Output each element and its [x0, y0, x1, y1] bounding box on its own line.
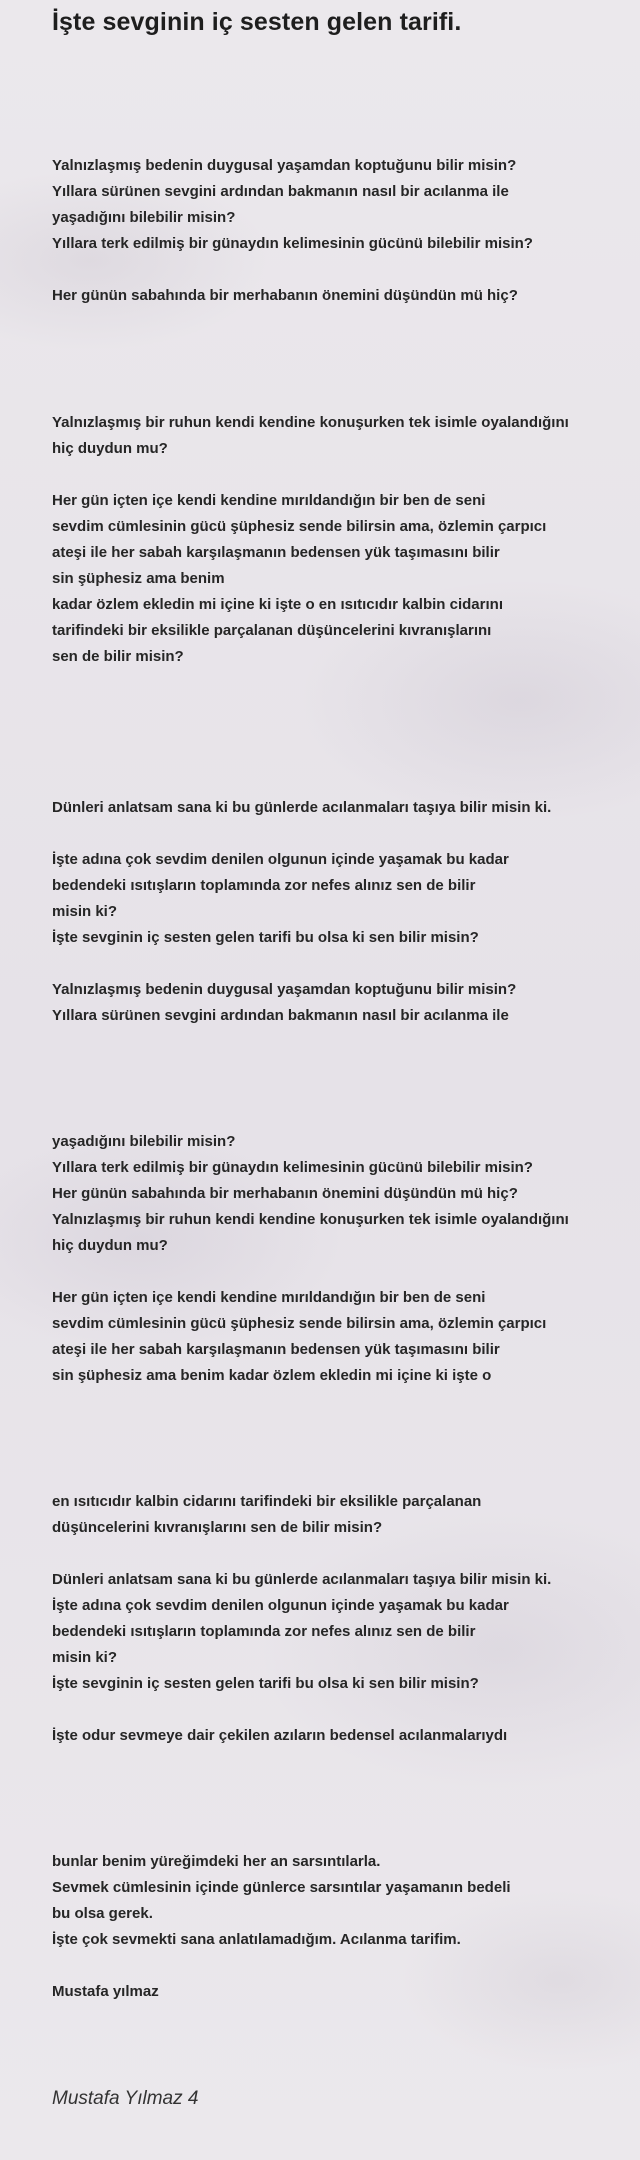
- poem-line: Yalnızlaşmış bedenin duygusal yaşamdan koptuğunu bilir misin?: [52, 981, 517, 998]
- poem-line: Yıllara terk edilmiş bir günaydın kelimesinin gücünü bilebilir misin?: [52, 235, 533, 252]
- poem-line: Yalnızlaşmış bir ruhun kendi kendine konuşurken tek isimle oyalandığını: [52, 1211, 569, 1228]
- poem-line: hiç duydun mu?: [52, 1237, 168, 1254]
- poem-line: Her günün sabahında bir merhabanın önemini düşündün mü hiç?: [52, 1185, 518, 1202]
- poem-line: İşte sevginin iç sesten gelen tarifi bu olsa ki sen bilir misin?: [52, 929, 479, 946]
- page-title: İşte sevginin iç sesten gelen tarifi.: [52, 8, 462, 36]
- poem-line: Sevmek cümlesinin içinde günlerce sarsıntılar yaşamanın bedeli: [52, 1879, 511, 1896]
- author-name: Mustafa yılmaz: [52, 1983, 159, 2000]
- poem-line: bunlar benim yüreğimdeki her an sarsıntılarla.: [52, 1853, 381, 1870]
- poem-line: bu olsa gerek.: [52, 1905, 153, 1922]
- poem-line: sevdim cümlesinin gücü şüphesiz sende bilirsin ama, özlemin çarpıcı: [52, 518, 547, 535]
- poem-line: Yıllara sürünen sevgini ardından bakmanın nasıl bir acılanma ile: [52, 1007, 509, 1024]
- poem-line: Dünleri anlatsam sana ki bu günlerde acılanmaları taşıya bilir misin ki.: [52, 1571, 552, 1588]
- poem-line: ateşi ile her sabah karşılaşmanın bedensen yük taşımasını bilir: [52, 544, 500, 561]
- poem-line: ateşi ile her sabah karşılaşmanın bedensen yük taşımasını bilir: [52, 1341, 500, 1358]
- poem-line: Yalnızlaşmış bir ruhun kendi kendine konuşurken tek isimle oyalandığını: [52, 414, 569, 431]
- poem-line: Dünleri anlatsam sana ki bu günlerde acılanmaları taşıya bilir misin ki.: [52, 799, 552, 816]
- poem-line: Yıllara terk edilmiş bir günaydın kelimesinin gücünü bilebilir misin?: [52, 1159, 533, 1176]
- poem-line: Yalnızlaşmış bedenin duygusal yaşamdan koptuğunu bilir misin?: [52, 157, 517, 174]
- poem-line: tarifindeki bir eksilikle parçalanan düşüncelerini kıvranışlarını: [52, 622, 492, 639]
- poem-line: yaşadığını bilebilir misin?: [52, 1133, 236, 1150]
- poem-line: Yıllara sürünen sevgini ardından bakmanın nasıl bir acılanma ile: [52, 183, 509, 200]
- poem-line: İşte çok sevmekti sana anlatılamadığım. Acılanma tarifim.: [52, 1931, 461, 1948]
- poem-line: düşüncelerini kıvranışlarını sen de bilir misin?: [52, 1519, 383, 1536]
- poem-line: misin ki?: [52, 1649, 118, 1666]
- poem-line: kadar özlem ekledin mi içine ki işte o en ısıtıcıdır kalbin cidarını: [52, 596, 503, 613]
- poem-line: Her gün içten içe kendi kendine mırıldandığın bir ben de seni: [52, 1289, 486, 1306]
- poem-line: sevdim cümlesinin gücü şüphesiz sende bilirsin ama, özlemin çarpıcı: [52, 1315, 547, 1332]
- poem-line: bedendeki ısıtışların toplamında zor nefes alınız sen de bilir: [52, 1623, 476, 1640]
- poem-line: İşte adına çok sevdim denilen olgunun içinde yaşamak bu kadar: [52, 1597, 509, 1614]
- poem-line: bedendeki ısıtışların toplamında zor nefes alınız sen de bilir: [52, 877, 476, 894]
- poem-line: en ısıtıcıdır kalbin cidarını tarifindeki bir eksilikle parçalanan: [52, 1493, 482, 1510]
- poem-line: sin şüphesiz ama benim: [52, 570, 225, 587]
- poem-line: hiç duydun mu?: [52, 440, 168, 457]
- poem-line: İşte adına çok sevdim denilen olgunun içinde yaşamak bu kadar: [52, 851, 509, 868]
- poem-line: İşte odur sevmeye dair çekilen azıların bedensel acılanmalarıydı: [52, 1727, 508, 1744]
- poem-line: Her gün içten içe kendi kendine mırıldandığın bir ben de seni: [52, 492, 486, 509]
- signature: Mustafa Yılmaz 4: [52, 2088, 199, 2109]
- poem-line: sen de bilir misin?: [52, 648, 184, 665]
- poem-line: yaşadığını bilebilir misin?: [52, 209, 236, 226]
- poem-line: sin şüphesiz ama benim kadar özlem ekledin mi içine ki işte o: [52, 1367, 492, 1384]
- poem-line: Her günün sabahında bir merhabanın önemini düşündün mü hiç?: [52, 287, 518, 304]
- poem-line: misin ki?: [52, 903, 118, 920]
- poem-line: İşte sevginin iç sesten gelen tarifi bu olsa ki sen bilir misin?: [52, 1675, 479, 1692]
